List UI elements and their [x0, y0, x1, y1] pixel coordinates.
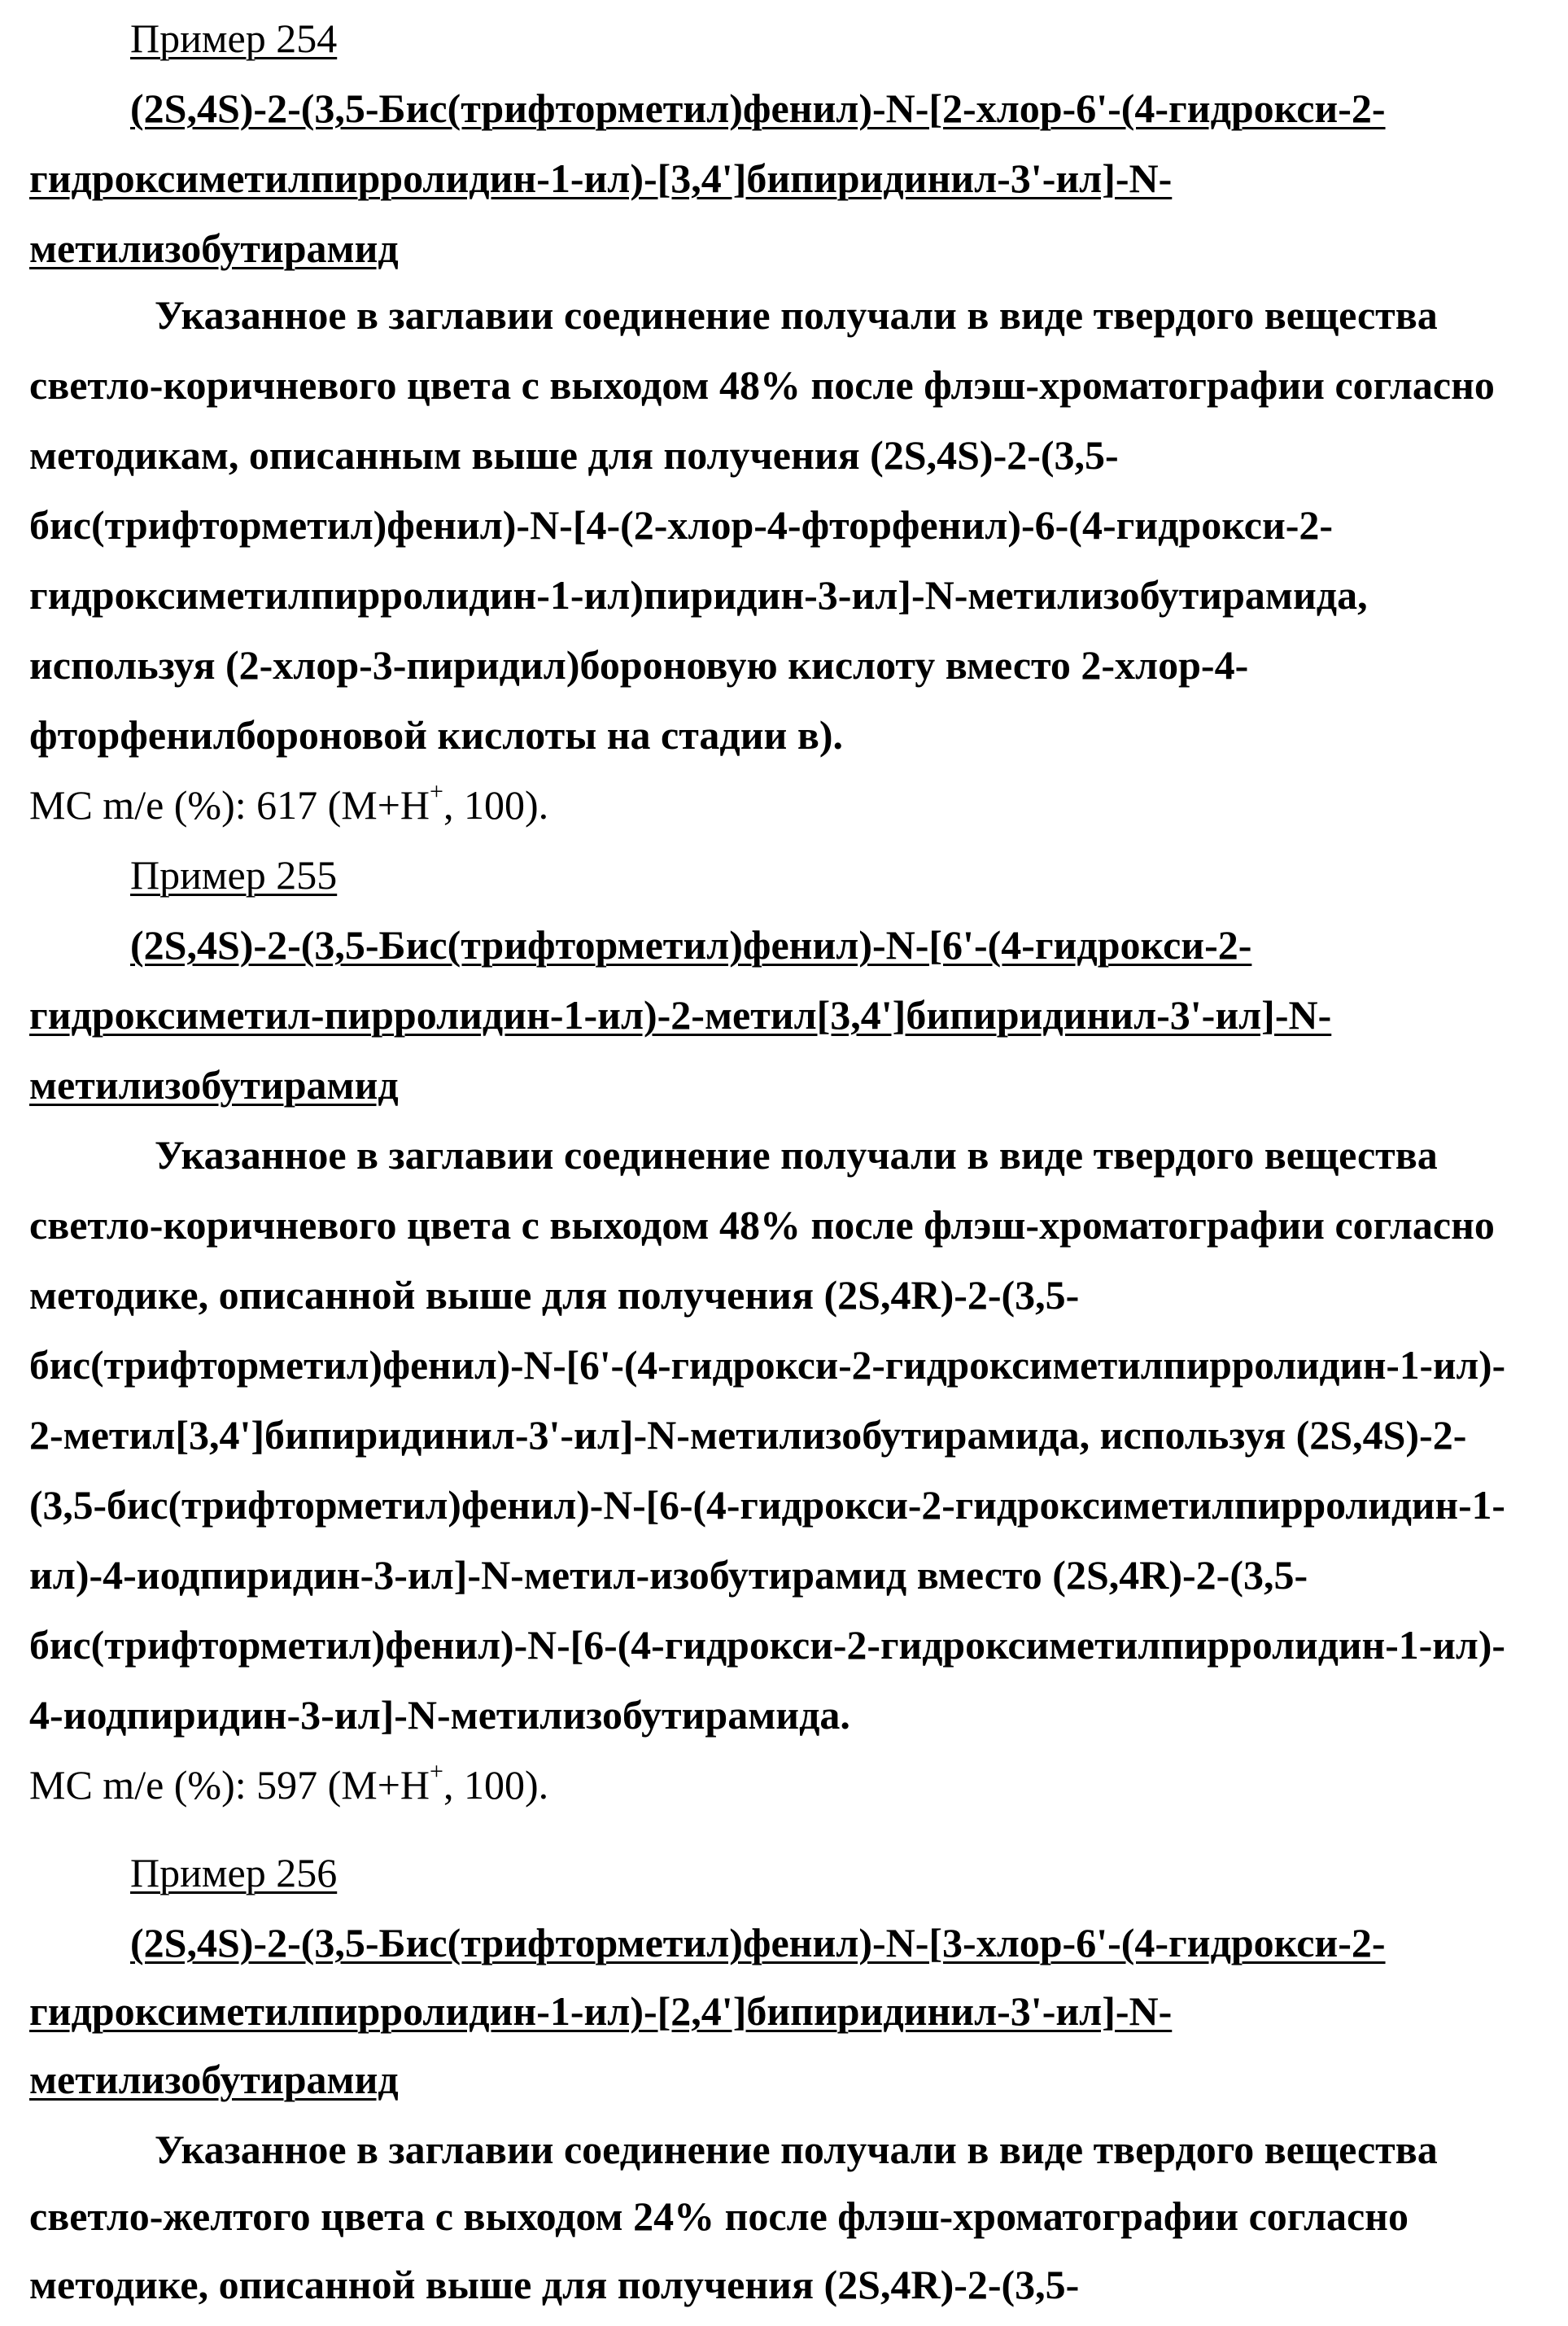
compound-title-line: гидроксиметил-пирролидин-1-ил)-2-метил[3,4']бипиридинил-3'-ил]-N-	[29, 992, 1332, 1038]
compound-title-line: метилизобутирамид	[29, 2057, 399, 2102]
mass-spec-result	[29, 778, 549, 828]
compound-title-line: метилизобутирамид	[29, 1062, 399, 1108]
body-text-line: Указанное в заглавии соединение получали в виде твердого вещества	[155, 2127, 1438, 2172]
body-text-line: используя (2-хлор-3-пиридил)бороновую кислоту вместо 2-хлор-4-	[29, 642, 1249, 688]
compound-title-line: гидроксиметилпирролидин-1-ил)-[3,4']бипиридинил-3'-ил]-N-	[29, 155, 1173, 201]
compound-title-line: гидроксиметилпирролидин-1-ил)-[2,4']бипиридинил-3'-ил]-N-	[29, 1988, 1173, 2034]
compound-title-line: (2S,4S)-2-(3,5-Бис(трифторметил)фенил)-N-[2-хлор-6'-(4-гидрокси-2-	[130, 85, 1386, 131]
body-text-line: Указанное в заглавии соединение получали в виде твердого вещества	[155, 1132, 1438, 1178]
body-text-line: 4-иодпиридин-3-ил]-N-метилизобутирамида.	[29, 1692, 850, 1738]
body-text-line: 2-метил[3,4']бипиридинил-3'-ил]-N-метилизобутирамида, используя (2S,4S)-2-	[29, 1412, 1467, 1458]
body-text-line: методике, описанной выше для получения (2S,4R)-2-(3,5-	[29, 2262, 1080, 2307]
body-text-line: гидроксиметилпирролидин-1-ил)пиридин-3-ил]-N-метилизобутирамида,	[29, 572, 1368, 618]
body-text-line: бис(трифторметил)фенил)-N-[6'-(4-гидрокси-2-гидроксиметилпирролидин-1-ил)-	[29, 1342, 1506, 1388]
mass-spec-prefix: МС m/e (%): 597 (M+H	[29, 1762, 430, 1808]
body-text-line: Указанное в заглавии соединение получали в виде твердого вещества	[155, 292, 1438, 338]
body-text-line: бис(трифторметил)фенил)-N-[6-(4-гидрокси-2-гидроксиметилпирролидин-1-ил)-	[29, 1622, 1505, 1668]
compound-title-line: метилизобутирамид	[29, 225, 399, 271]
body-text-line: светло-коричневого цвета с выходом 48% после флэш-хроматографии согласно	[29, 362, 1495, 408]
compound-title-line: (2S,4S)-2-(3,5-Бис(трифторметил)фенил)-N-[3-хлор-6'-(4-гидрокси-2-	[130, 1920, 1386, 1965]
body-text-line: ил)-4-иодпиридин-3-ил]-N-метил-изобутирамид вместо (2S,4R)-2-(3,5-	[29, 1552, 1308, 1598]
example-heading: Пример 256	[130, 1850, 338, 1895]
body-text-line: бис(трифторметил)фенил)-N-[4-(2-хлор-4-фторфенил)-6-(4-гидрокси-2-	[29, 502, 1334, 548]
example-heading: Пример 255	[130, 852, 338, 898]
mass-spec-result	[29, 1758, 549, 1808]
body-text-line: светло-желтого цвета с выходом 24% после флэш-хроматографии согласно	[29, 2193, 1409, 2239]
mass-spec-charge: +	[430, 1758, 443, 1786]
mass-spec-suffix: , 100).	[443, 782, 549, 828]
body-text-line: светло-коричневого цвета с выходом 48% после флэш-хроматографии согласно	[29, 1202, 1495, 1248]
example-heading: Пример 254	[130, 15, 338, 61]
body-text-line: методике, описанной выше для получения (2S,4R)-2-(3,5-	[29, 1272, 1080, 1318]
body-text-line: (3,5-бис(трифторметил)фенил)-N-[6-(4-гидрокси-2-гидроксиметилпирролидин-1-	[29, 1482, 1505, 1528]
mass-spec-prefix: МС m/e (%): 617 (M+H	[29, 782, 430, 828]
compound-title-line: (2S,4S)-2-(3,5-Бис(трифторметил)фенил)-N-[6'-(4-гидрокси-2-	[130, 922, 1252, 968]
mass-spec-charge: +	[430, 778, 443, 806]
body-text-line: методикам, описанным выше для получения (2S,4S)-2-(3,5-	[29, 432, 1119, 478]
mass-spec-suffix: , 100).	[443, 1762, 549, 1808]
body-text-line: фторфенилбороновой кислоты на стадии в).	[29, 712, 843, 758]
